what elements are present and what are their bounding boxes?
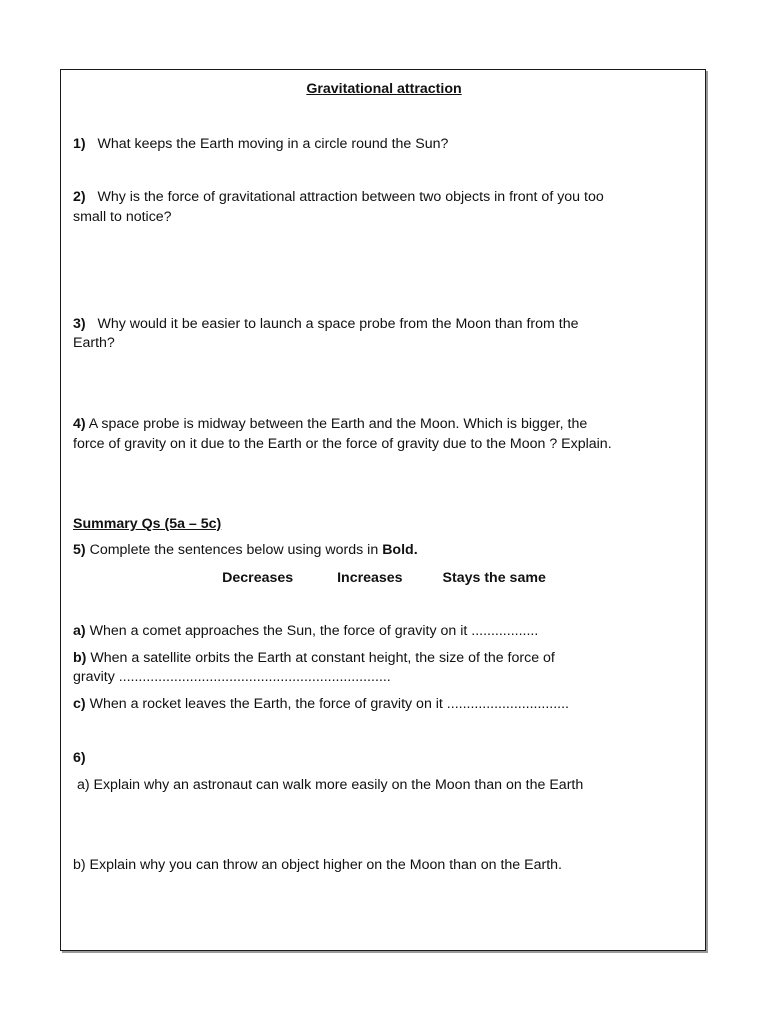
question-number: 1) <box>73 136 86 152</box>
question-6a: a) Explain why an astronaut can walk more easily on the Moon than on the Earth <box>73 777 584 793</box>
question-5a <box>73 622 538 642</box>
question-number: 2) <box>73 189 86 205</box>
word-increases: Increases <box>337 570 403 586</box>
question-6-number: 6) <box>73 750 86 766</box>
part-label: a) <box>73 623 86 639</box>
question-number: 4) <box>73 416 86 432</box>
question-1 <box>73 135 448 155</box>
question-number: 3) <box>73 316 86 332</box>
part-text: When a comet approaches the Sun, the force of gravity on it ................. <box>89 623 539 639</box>
question-5b <box>73 649 555 669</box>
question-3 <box>73 315 579 335</box>
question-6b: b) Explain why you can throw an object higher on the Moon than on the Earth. <box>73 857 562 873</box>
question-text: Why is the force of gravitational attraction between two objects in front of you too <box>97 189 604 205</box>
summary-heading: Summary Qs (5a – 5c) <box>73 516 222 532</box>
question-text: Complete the sentences below using words in <box>89 542 379 558</box>
part-label: c) <box>73 696 86 712</box>
worksheet-title: Gravitational attraction <box>306 81 462 97</box>
question-number: 5) <box>73 542 86 558</box>
part-text: When a rocket leaves the Earth, the force of gravity on it ............................... <box>89 696 570 712</box>
question-text: What keeps the Earth moving in a circle round the Sun? <box>97 136 449 152</box>
question-5c <box>73 695 569 715</box>
part-label: b) <box>73 650 87 666</box>
question-3-continued: Earth? <box>73 335 115 351</box>
part-text: When a satellite orbits the Earth at constant height, the size of the force of <box>90 650 555 666</box>
question-5 <box>73 541 418 561</box>
question-2 <box>73 188 604 208</box>
worksheet-page <box>60 69 706 951</box>
question-4-continued: force of gravity on it due to the Earth or the force of gravity due to the Moon ? Explain. <box>73 436 612 452</box>
question-text: A space probe is midway between the Earth and the Moon. Which is bigger, the <box>88 416 588 432</box>
question-2-continued: small to notice? <box>73 209 172 225</box>
question-text: Why would it be easier to launch a space probe from the Moon than from the <box>97 316 579 332</box>
question-4 <box>73 415 587 435</box>
word-stays-the-same: Stays the same <box>442 570 546 586</box>
question-5b-continued: gravity ..................................................................... <box>73 669 391 685</box>
bold-word: Bold. <box>382 542 418 558</box>
word-bank <box>61 569 707 589</box>
word-decreases: Decreases <box>222 570 294 586</box>
